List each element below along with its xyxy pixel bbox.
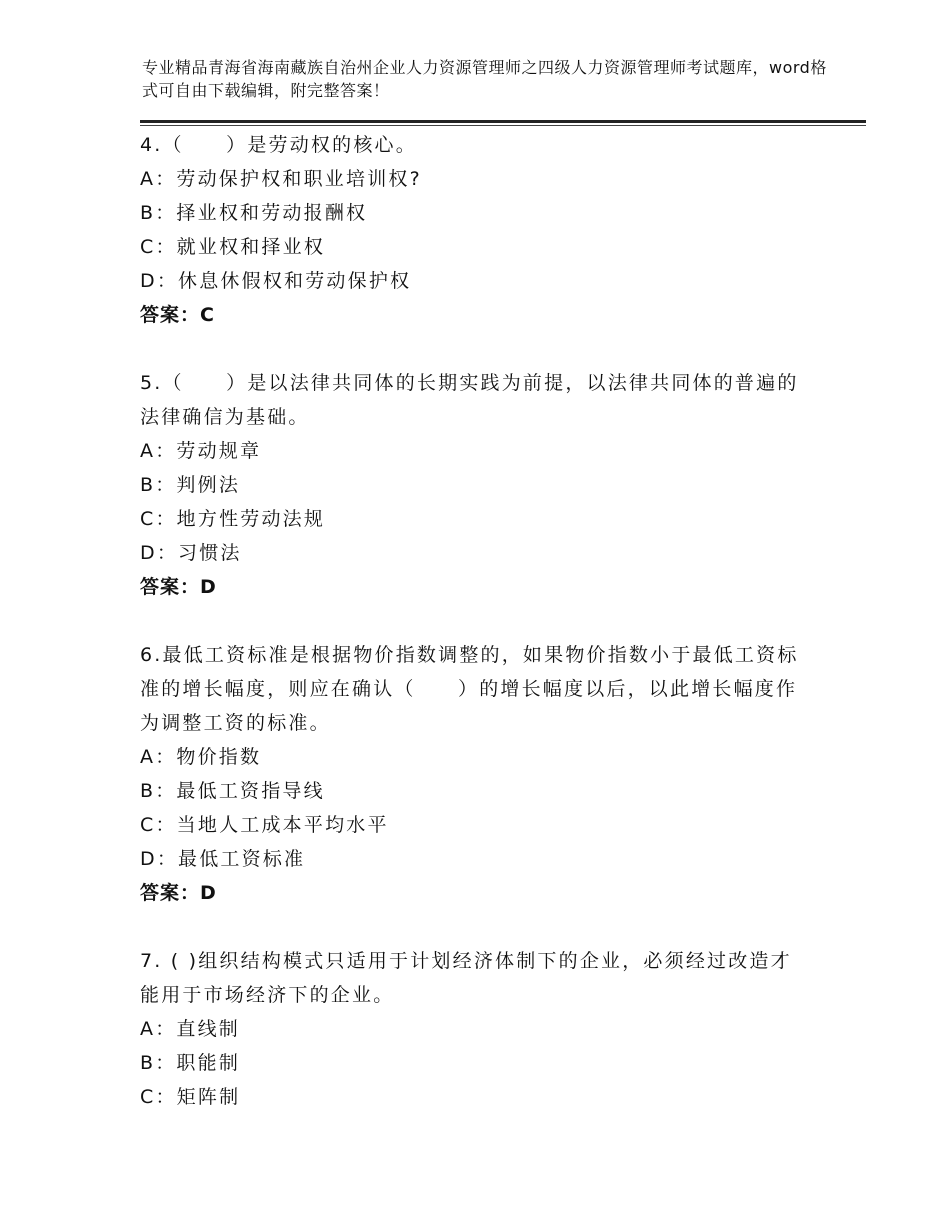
page-header: 专业精品青海省海南藏族自治州企业人力资源管理师之四级人力资源管理师考试题库，word格式可自由下载编辑，附完整答案！ bbox=[142, 58, 827, 100]
spacer bbox=[140, 910, 810, 944]
question-text: 7. ( )组织结构模式只适用于计划经济体制下的企业，必须经过改造才能用于市场经济下的企业。 bbox=[140, 950, 792, 1006]
option-b: B：判例法 bbox=[140, 474, 241, 496]
option-a: A：劳动保护权和职业培训权? bbox=[140, 168, 422, 190]
option-c: C：当地人工成本平均水平 bbox=[140, 814, 389, 836]
question-4 bbox=[140, 128, 810, 332]
question-text: 5.（ ）是以法律共同体的长期实践为前提，以法律共同体的普遍的法律确信为基础。 bbox=[140, 372, 799, 428]
spacer bbox=[140, 332, 810, 366]
option-d: D：习惯法 bbox=[140, 542, 242, 564]
option-c: C：就业权和择业权 bbox=[140, 236, 326, 258]
header-rule-thick bbox=[140, 120, 866, 123]
option-a: A：劳动规章 bbox=[140, 440, 262, 462]
question-6 bbox=[140, 638, 810, 910]
option-d: D：最低工资标准 bbox=[140, 848, 306, 870]
question-text: 4.（ ）是劳动权的核心。 bbox=[140, 134, 417, 156]
question-list bbox=[140, 128, 810, 1114]
answer: 答案：C bbox=[140, 304, 215, 326]
option-b: B：最低工资指导线 bbox=[140, 780, 325, 802]
spacer bbox=[140, 604, 810, 638]
question-text: 6.最低工资标准是根据物价指数调整的，如果物价指数小于最低工资标准的增长幅度，则应在确认（ ）的增长幅度以后，以此增长幅度作为调整工资的标准。 bbox=[140, 644, 799, 734]
option-b: B：择业权和劳动报酬权 bbox=[140, 202, 368, 224]
option-c: C：矩阵制 bbox=[140, 1086, 241, 1108]
option-a: A：物价指数 bbox=[140, 746, 262, 768]
answer: 答案：D bbox=[140, 882, 217, 904]
option-b: B：职能制 bbox=[140, 1052, 241, 1074]
header-rule-thin bbox=[140, 125, 866, 126]
option-c: C：地方性劳动法规 bbox=[140, 508, 326, 530]
option-a: A：直线制 bbox=[140, 1018, 240, 1040]
question-5 bbox=[140, 366, 810, 604]
option-d: D：休息休假权和劳动保护权 bbox=[140, 270, 412, 292]
question-7 bbox=[140, 944, 810, 1114]
answer: 答案：D bbox=[140, 576, 217, 598]
